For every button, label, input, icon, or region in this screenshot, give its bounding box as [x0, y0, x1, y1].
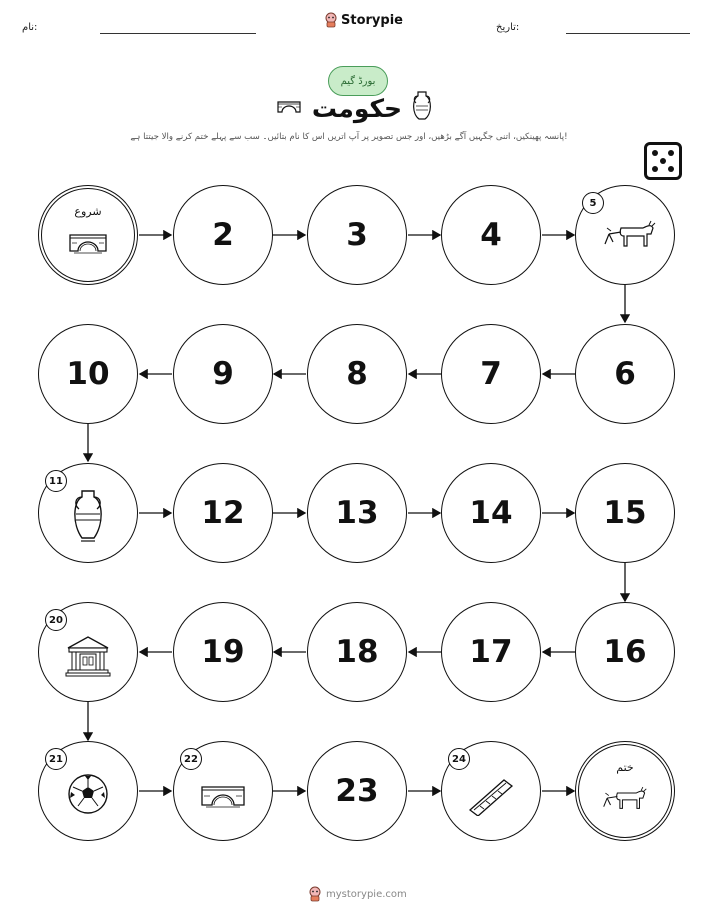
finish-label: ختم [616, 761, 634, 774]
date-label: تاریخ: [496, 22, 520, 33]
cell-number: 23 [335, 773, 379, 809]
board-cell-start[interactable] [38, 185, 138, 285]
board-cell-6[interactable] [575, 324, 675, 424]
board-cell-7[interactable] [441, 324, 541, 424]
board-cell-finish[interactable] [575, 741, 675, 841]
cell-number: 3 [346, 217, 368, 253]
cell-number: 17 [469, 634, 513, 670]
board-cell-8[interactable] [307, 324, 407, 424]
cell-number: 15 [603, 495, 647, 531]
board-cell-21[interactable] [38, 741, 138, 841]
cell-number-badge: 24 [448, 748, 470, 770]
cell-number: 14 [469, 495, 513, 531]
mascot-icon [308, 886, 322, 902]
cell-number: 16 [603, 634, 647, 670]
cell-number: 2 [212, 217, 234, 253]
brand-name: Storypie [341, 12, 403, 28]
board-cell-23[interactable] [307, 741, 407, 841]
cell-number: 12 [201, 495, 245, 531]
cell-number-badge: 5 [582, 192, 604, 214]
vase-icon [69, 488, 107, 544]
board-cell-9[interactable] [173, 324, 273, 424]
cell-number: 6 [614, 356, 636, 392]
board-cell-12[interactable] [173, 463, 273, 563]
board-cell-2[interactable] [173, 185, 273, 285]
footer-url[interactable]: mystorypie.com [326, 888, 407, 900]
cell-number: 19 [201, 634, 245, 670]
board-cell-5[interactable] [575, 185, 675, 285]
board-cell-17[interactable] [441, 602, 541, 702]
temple-icon [65, 634, 111, 678]
board-cell-24[interactable] [441, 741, 541, 841]
footer [308, 886, 407, 902]
bridge-icon [200, 781, 246, 809]
cell-number-badge: 20 [45, 609, 67, 631]
cell-number: 8 [346, 356, 368, 392]
start-label: شروع [74, 205, 102, 218]
name-label: نام: [22, 22, 38, 33]
ox-plough-icon [603, 218, 657, 252]
board-cell-16[interactable] [575, 602, 675, 702]
cell-number-badge: 22 [180, 748, 202, 770]
cell-number: 9 [212, 356, 234, 392]
board-cell-3[interactable] [307, 185, 407, 285]
aqueduct-icon [466, 776, 516, 816]
board-cell-13[interactable] [307, 463, 407, 563]
cell-number: 13 [335, 495, 379, 531]
bridge-icon [68, 229, 108, 255]
football-icon [66, 772, 110, 816]
cell-number: 7 [480, 356, 502, 392]
board-cell-20[interactable] [38, 602, 138, 702]
board-cell-4[interactable] [441, 185, 541, 285]
board-cell-11[interactable] [38, 463, 138, 563]
board-game-badge: بورڈ گیم [328, 66, 388, 96]
board-cell-15[interactable] [575, 463, 675, 563]
board-cell-14[interactable] [441, 463, 541, 563]
cell-number: 10 [66, 356, 110, 392]
board-cell-10[interactable] [38, 324, 138, 424]
page-title: حکومت [311, 94, 403, 123]
board-cell-22[interactable] [173, 741, 273, 841]
cell-number-badge: 21 [45, 748, 67, 770]
cell-number: 18 [335, 634, 379, 670]
cell-number: 4 [480, 217, 502, 253]
board-cell-18[interactable] [307, 602, 407, 702]
instructions-text: پانسہ پھینکیں، اتنی جگہیں آگے بڑھیں، اور جس تصویر پر آپ اتریں اس کا نام بتائیں۔ سب سے پہلے ختم کرنے والا جیتتا ہے! [130, 132, 568, 142]
board-cell-19[interactable] [173, 602, 273, 702]
cell-number-badge: 11 [45, 470, 67, 492]
ox-plough-icon [602, 784, 648, 814]
